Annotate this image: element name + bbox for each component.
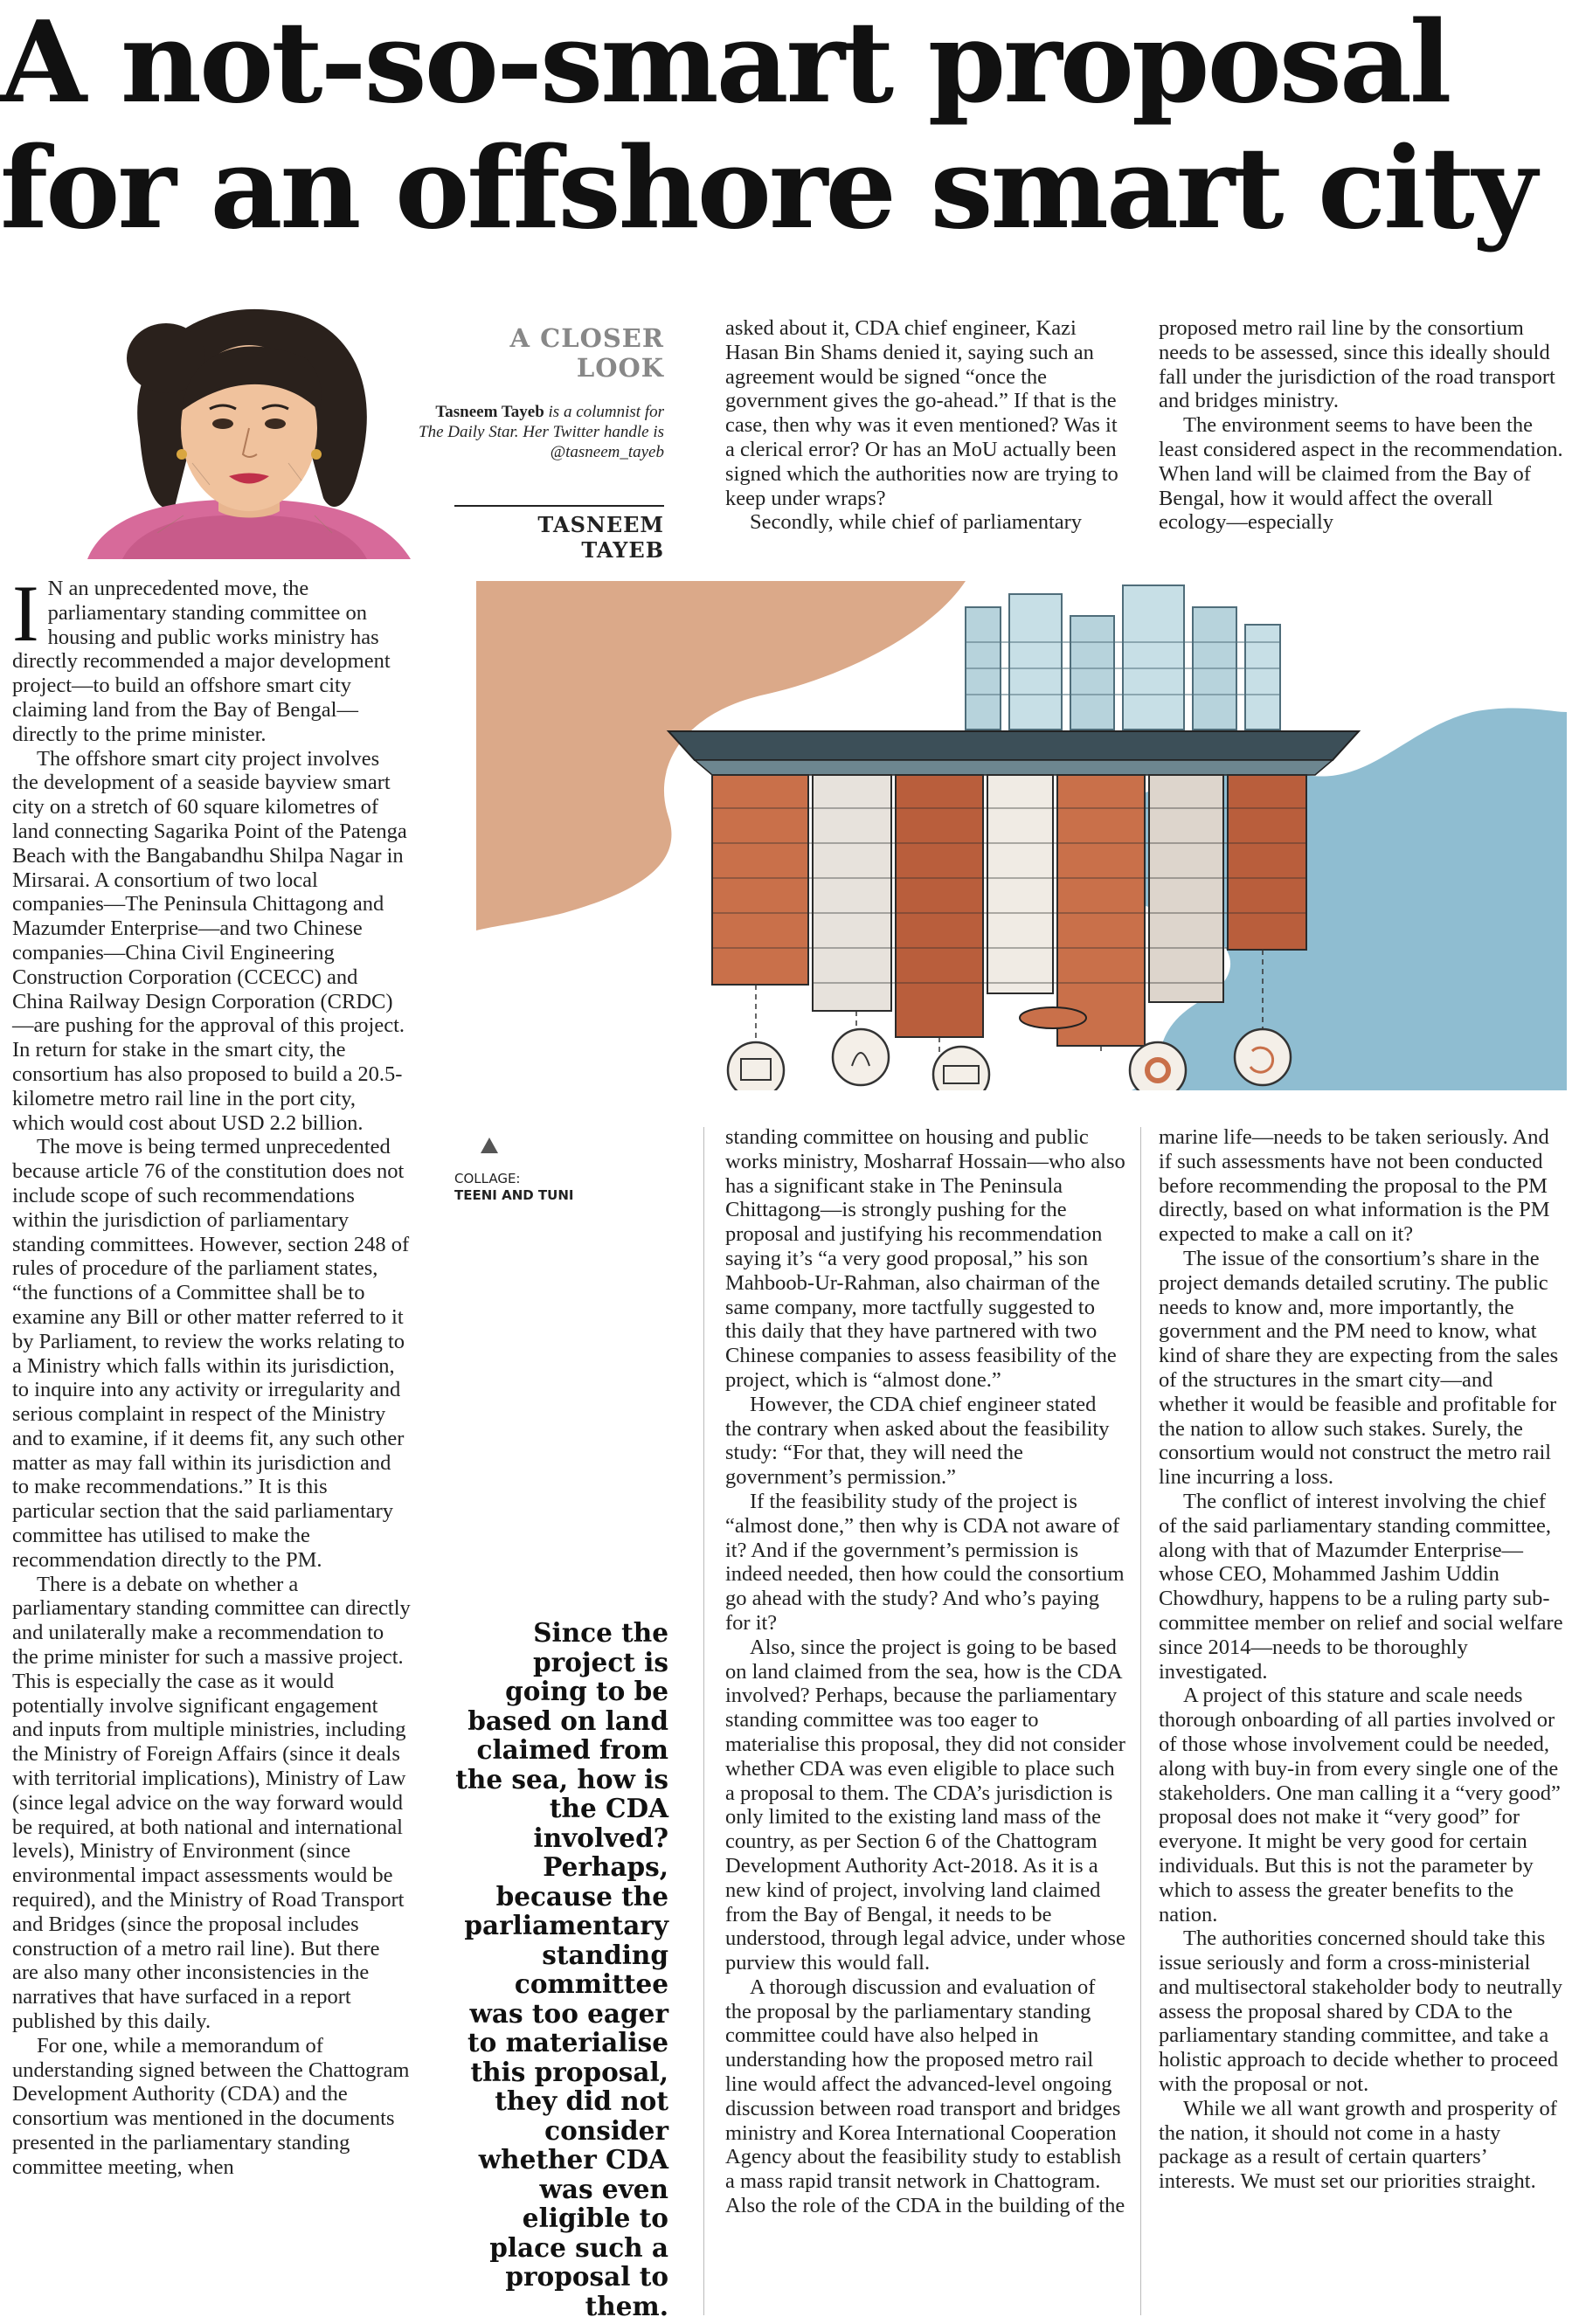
paragraph: Also, since the project is going to be based on land claimed from the sea, how is the CDA involved? Perhaps, because the parliamentary standing committee was too eager to materialise this proposal, they did not consider whether CDA was even eligible to place such a proposal to them. The CDA’s jurisdiction is only limited to the existing land mass of the country, as per Section 6 of the Chattogram Development Authority Act-2018. As it is a new kind of project, involving land claimed from the Bay of Bengal, it needs to be understood, through legal advice, under whose purview this would fall. xyxy=(725,1635,1125,1975)
paragraph: However, the CDA chief engineer stated the contrary when asked about the feasibility study: “For that, they will need the government’s permission.” xyxy=(725,1392,1110,1490)
column-3-top xyxy=(1159,316,1565,535)
credit-name: TEENI AND TUNI xyxy=(454,1187,574,1203)
leaf-icon xyxy=(833,1029,889,1085)
author-bio xyxy=(411,402,664,462)
column-divider xyxy=(703,1127,704,2315)
column-3-bottom xyxy=(1159,1125,1565,2194)
paragraph: The offshore smart city project involves the development of a seaside bayview smart city on a stretch of 60 square kilometres of land connecting Sagarika Point of the Patenga Beach with the Bangabandhu Shilpa Nagar in Mirsarai. A consortium of two local companies—The Peninsula Chittagong and Mazumder Enterprise—and two Chinese companies—China Civil Engineering Construction Corporation (CCECC) and China Railway Design Corporation (CRDC)—are pushing for the approval of this project. In return for stake in the smart city, the consortium has also proposed to build a 20.5-kilometre metro rail line in the port city, which would cost about USD 2.2 billion. xyxy=(12,746,407,1135)
author-portrait xyxy=(70,297,437,559)
credit-label: COLLAGE: xyxy=(454,1171,521,1186)
paragraph: proposed metro rail line by the consortium needs to be assessed, since this ideally should fall under the jurisdiction of the road transport and bridges ministry. xyxy=(1159,316,1555,413)
paragraph: The conflict of interest involving the chief of the said parliamentary standing committee, along with that of Mazumder Enterprise—whose CEO, Mohammed Jashim Uddin Chowdhury, happens to be a ruling party sub-committee member on relief and social welfare since 2014—needs to be thoroughly investigated. xyxy=(1159,1489,1563,1684)
pull-quote: Since the project is going to be based on land claimed from the sea, how is the CDA involved? Perhaps, because the parliamentary standing committee was too eager to materialise this proposal, they did not consider whether CDA was even eligible to place such a proposal to them. xyxy=(455,1617,668,2321)
column-1 xyxy=(12,569,411,2180)
section-label xyxy=(402,323,664,383)
collage-illustration xyxy=(476,581,1567,1090)
paragraph: If the feasibility study of the project is “almost done,” then why is CDA not aware of it? And if the government’s permission is indeed needed, then how could the consortium go ahead with the study? And who’s paying for it? xyxy=(725,1489,1125,1635)
byline: TASNEEM TAYEB xyxy=(454,505,664,563)
column-2-bottom xyxy=(725,1125,1125,2218)
paragraph: There is a debate on whether a parliamentary standing committee can directly and unilaterally make a recommendation to the prime minister for such a massive project. This is especially the case as it would potentially involve significant engagement and inputs from multiple ministries, including the Ministry of Foreign Affairs (since it deals with territorial implications), Ministry of Law (since legal advice on the way forward would be required, at both national and international levels), Ministry of Environment (since environmental impact assessments would be required), and the Ministry of Road Transport and Bridges (since the proposal includes construction of a metro rail line). But there are also many other inconsistencies in the narratives that have surfaced in a report published by this daily. xyxy=(12,1572,411,2034)
section-label-line-2: LOOK xyxy=(576,353,664,383)
column-divider xyxy=(1140,1127,1141,2315)
section-label-line-1: A CLOSER xyxy=(509,323,664,353)
bio-text: is a columnist for The Daily Star. Her Twitter handle is @tasneem_tayeb xyxy=(419,403,664,461)
paragraph: marine life—needs to be taken seriously. And if such assessments have not been conducted before recommending the proposal to the PM directly, based on what information is the PM expected to make a call on it? xyxy=(1159,1125,1550,1247)
paragraph: asked about it, CDA chief engineer, Kazi Hasan Bin Shams denied it, saying such an agreement would be signed “once the government gives the go-ahead.” If that is the case, then why was it even mentioned? Was it a clerical error? Or has an MoU actually been signed which the authorities now are trying to keep under wraps? xyxy=(725,316,1118,510)
paragraph: A project of this stature and scale needs thorough onboarding of all parties involved or of those whose involvement could be needed, along with buy-in from every single one of the stakeholders. One man calling it a “very good” proposal does not make it “very good” for everyone. It might be very good for certain individuals. But this is not the parameter by which to assess the greater benefits to the nation. xyxy=(1159,1684,1561,1926)
headline-line-2: for an offshore smart city xyxy=(0,123,1535,254)
paragraph: The issue of the consortium’s share in the project demands detailed scrutiny. The public needs to know and, more importantly, the government and the PM need to know, what kind of share they are expecting from the sales of the structures in the smart city—and whether it would be feasible and profitable for the nation to allow such stakes. Surely, the consortium would not construct the metro rail line incurring a loss. xyxy=(1159,1246,1559,1490)
paragraph: I N an unprecedented move, the parliamentary standing committee on housing and public works ministry has directly recommended a major development project—to build an offshore smart city claiming land from the Bay of Bengal—directly to the prime minister. xyxy=(12,569,391,746)
image-icon xyxy=(728,1042,784,1090)
paragraph: The move is being termed unprecedented because article 76 of the constitution does not include scope of such recommendations within the jurisdiction of parliamentary standing committees. However, section 248 of rules of procedure of the parliament states, “the functions of a Committee shall be to examine any Bill or other matter referred to it by Parliament, to review the works relating to a Ministry which falls within its jurisdiction, to inquire into any activity or irregularity and serious complaint in respect of the Ministry and to examine, if it deems fit, any such other matter as may fall within its jurisdiction and to make recommendations.” It is this particular section that the said parliamentary committee has utilised to make the recommendation directly to the PM. xyxy=(12,1135,410,1572)
paragraph: A thorough discussion and evaluation of the proposal by the parliamentary standing committee could have also helped in understanding how the proposed metro rail line would affect the advanced-level ongoing discussion between road transport and bridges ministry and Korea International Cooperation Agency about the feasibility study to establish a mass rapid transit network in Chattogram. Also the role of the CDA in the building of the xyxy=(725,1975,1125,2218)
triangle-marker-icon xyxy=(479,1136,500,1155)
paragraph: The authorities concerned should take this issue seriously and form a cross-ministerial and multisectoral stakeholder body to neutrally assess the proposal shared by CDA to the parliamentary standing committee, and take a holistic approach to decide whether to proceed with the proposal or not. xyxy=(1159,1926,1562,2097)
paragraph: For one, while a memorandum of understanding signed between the Chattogram Development Authority (CDA) and the consortium was mentioned in the documents presented in the parliamentary standing committee meeting, when xyxy=(12,2033,410,2179)
photo-credit xyxy=(454,1171,573,1204)
paragraph: standing committee on housing and public works ministry, Mosharraf Hossain—who also has a significant stake in The Peninsula Chittagong—is strongly pushing for the proposal and justifying his recommendation saying it’s “a very good proposal,” his son Mahboob-Ur-Rahman, also chairman of the same company, more tactfully suggested to this daily that they have partnered with two Chinese companies to assess feasibility of the project, which is “almost done.” xyxy=(725,1125,1125,1392)
recycle-icon xyxy=(1235,1029,1291,1085)
glass-towers xyxy=(966,585,1280,730)
paragraph: The environment seems to have been the least considered aspect in the recommendation. When land will be claimed from the Bay of Bengal, how it would affect the overall ecology—especially xyxy=(1159,413,1563,535)
column-2-top xyxy=(725,316,1125,535)
bio-name: Tasneem Tayeb xyxy=(435,403,544,421)
headline xyxy=(0,0,1547,252)
drop-cap: I xyxy=(12,569,39,658)
paragraph: Secondly, while chief of parliamentary xyxy=(750,510,1083,535)
headline-line-1: A not-so-smart proposal xyxy=(0,0,1450,128)
paragraph: While we all want growth and prosperity of the nation, it should not come in a hasty package as a result of certain quarters’ interests. We must set our priorities straight. xyxy=(1159,2096,1557,2194)
